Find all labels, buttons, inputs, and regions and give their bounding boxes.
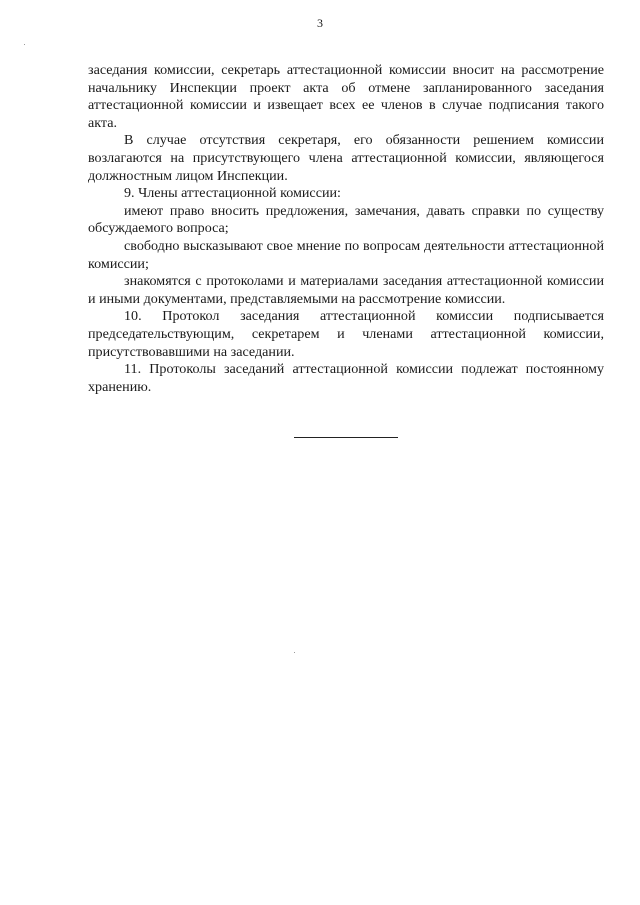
scan-speck bbox=[294, 652, 295, 653]
paragraph-protocol-signing: 10. Протокол заседания аттестационной комиссии подписывается председательствующим, секретарем и членами аттестационной комиссии, присутствовавшими на заседании. bbox=[88, 308, 604, 360]
paragraph-members-express-opinion: свободно высказывают свое мнение по вопросам деятельности аттестационной комиссии; bbox=[88, 237, 604, 272]
paragraph-members-heading: 9. Члены аттестационной комиссии: bbox=[124, 185, 341, 202]
paragraph-protocol-storage: 11. Протоколы заседаний аттестационной комиссии подлежат постоянному хранению. bbox=[88, 361, 604, 395]
scan-speck bbox=[24, 44, 25, 45]
paragraph-members-review-materials: знакомятся с протоколами и материалами заседания аттестационной комиссии и иными документами, представляемыми на рассмотрение комиссии. bbox=[88, 273, 604, 307]
paragraph-secretary-absence: В случае отсутствия секретаря, его обязанности решением комиссии возлагаются на присутствующего члена аттестационной комиссии, являющегося должностным лицом Инспекции. bbox=[88, 132, 604, 184]
paragraph-meeting-cancellation: заседания комиссии, секретарь аттестационной комиссии вносит на рассмотрение начальнику Инспекции проект акта об отмене запланированного заседания аттестационной комиссии и извещает всех ее членов в случае подписания такого акта. bbox=[88, 62, 604, 131]
page-number: 3 bbox=[317, 16, 323, 30]
paragraph-members-right-to-propose: имеют право вносить предложения, замечания, давать справки по существу обсуждаемого вопроса; bbox=[88, 202, 604, 237]
end-of-document-rule bbox=[294, 437, 398, 438]
document-body bbox=[88, 62, 604, 396]
